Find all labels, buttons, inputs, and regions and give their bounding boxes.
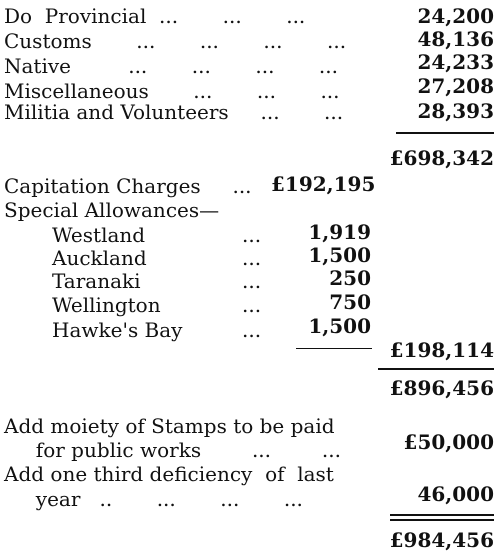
ledger-row-amount: 24,200 [417,4,494,28]
stamps-line-2: for public works ... ... [4,438,341,462]
ledger-row-label: Do Provincial ... ... ... [4,4,306,28]
ledger-row-label: Miscellaneous ... ... ... [4,79,340,103]
deficiency-line-1: Add one third deficiency of last [4,462,334,486]
section1-total: £698,342 [389,146,494,170]
allowance-dots: ... [242,223,262,247]
allowances-subtotal-rule [296,348,372,349]
capitation-label: Capitation Charges ... [4,174,252,198]
deficiency-line-2: year .. ... ... ... [4,487,303,511]
stamps-line-1: Add moiety of Stamps to be paid [4,414,335,438]
grand-total-rule-1 [390,514,494,516]
allowance-amount: 750 [329,290,371,314]
allowance-amount: 1,500 [308,314,371,338]
deficiency-amount: 46,000 [417,482,494,506]
allowance-label: Hawke's Bay [52,318,183,342]
allowance-dots: ... [242,318,262,342]
allowance-amount: 250 [329,266,371,290]
allowance-label: Taranaki [52,269,141,293]
stamps-amount: £50,000 [403,430,494,454]
capitation-amount: £192,195 [271,172,376,196]
section2-total: £198,114 [389,338,494,362]
grand-total-rule-2 [390,519,494,521]
allowance-amount: 1,500 [308,243,371,267]
special-allowances-heading: Special Allowances— [4,198,220,222]
allowance-label: Auckland [52,246,147,270]
ledger-row-amount: 48,136 [417,27,494,51]
grand-subtotal: £896,456 [389,376,494,400]
ledger-row-amount: 27,208 [417,74,494,98]
allowance-label: Westland [52,223,146,247]
ledger-row-amount: 28,393 [417,99,494,123]
ledger-row-amount: 24,233 [417,50,494,74]
ledger-row-label: Native ... ... ... ... [4,54,339,78]
allowance-dots: ... [242,246,262,270]
subtotal-rule [378,368,494,370]
allowance-dots: ... [242,293,262,317]
section1-total-rule [396,132,494,134]
ledger-row-label: Militia and Volunteers ... ... [4,100,344,124]
allowance-dots: ... [242,269,262,293]
grand-total: £984,456 [389,528,494,552]
allowance-amount: 1,919 [308,220,371,244]
ledger-row-label: Customs ... ... ... ... [4,29,347,53]
allowance-label: Wellington [52,293,161,317]
